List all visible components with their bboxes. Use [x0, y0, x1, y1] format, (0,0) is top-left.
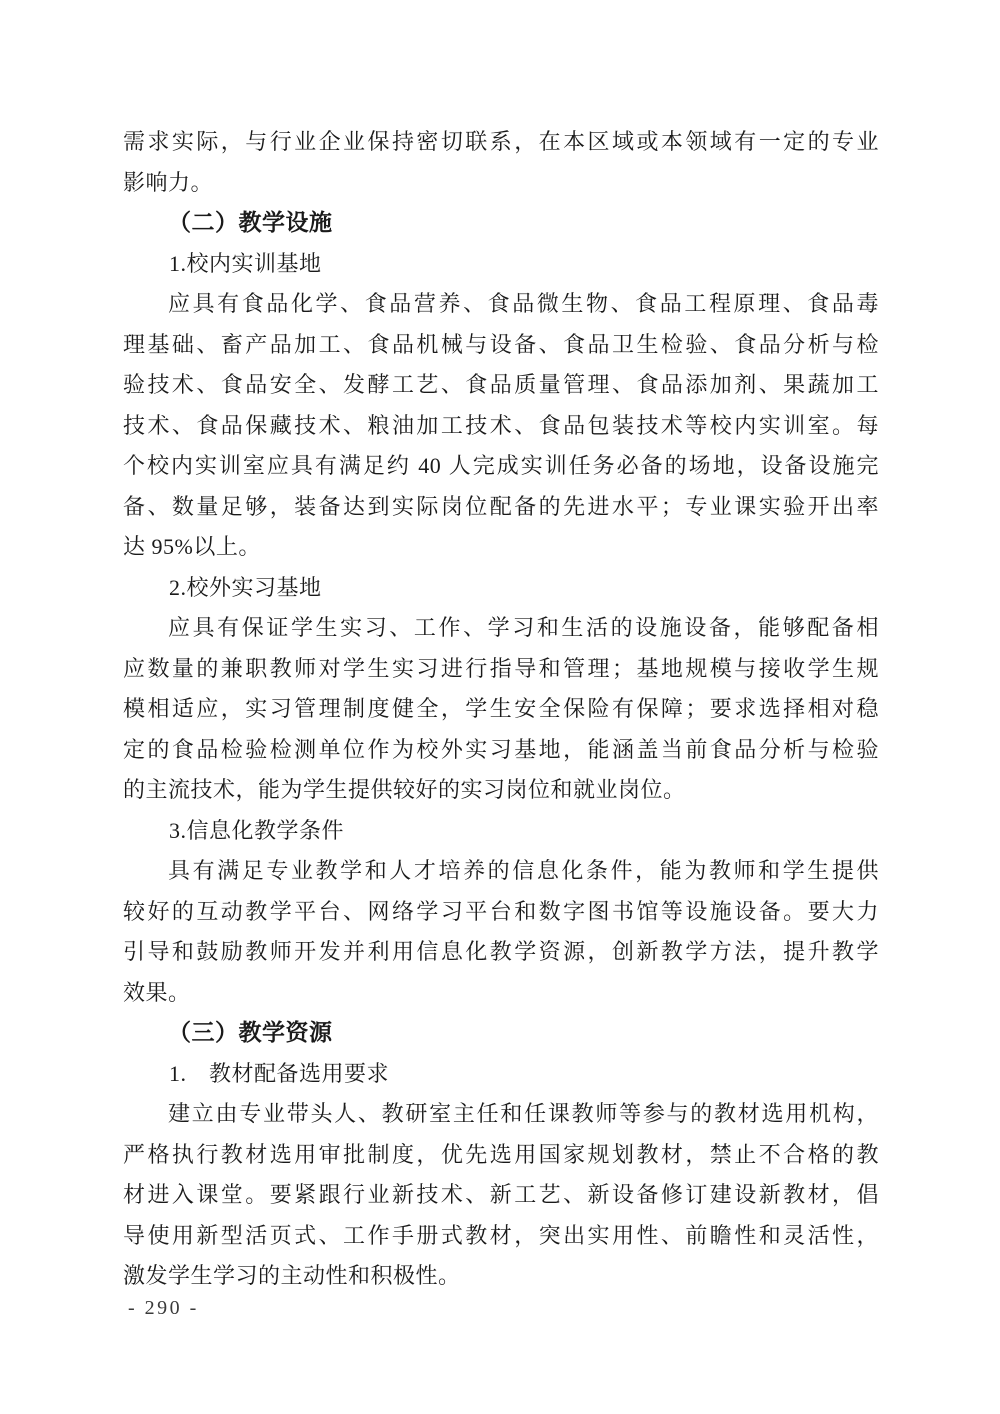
- text-line: 严格执行教材选用审批制度，优先选用国家规划教材，禁止不合格的教: [123, 1141, 879, 1167]
- text-line: 备、数量足够，装备达到实际岗位配备的先进水平；专业课实验开出率: [123, 493, 879, 519]
- paragraph: [123, 851, 879, 1013]
- sub-heading: 1.校内实训基地: [169, 250, 322, 276]
- text-line: 应具有保证学生实习、工作、学习和生活的设施设备，能够配备相: [168, 615, 879, 640]
- text-line: 引导和鼓励教师开发并利用信息化教学资源，创新教学方法，提升教学: [123, 939, 879, 964]
- text-line: 具有满足专业教学和人才培养的信息化条件，能为教师和学生提供: [168, 858, 879, 883]
- text-line: 应数量的兼职教师对学生实习进行指导和管理；基地规模与接收学生规: [123, 655, 879, 681]
- text-line: 需求实际，与行业企业保持密切联系，在本区域或本领域有一定的专业: [123, 129, 879, 154]
- text-line: 影响力。: [123, 169, 214, 195]
- document-body: [123, 122, 879, 1297]
- text-line: 效果。: [123, 979, 191, 1005]
- text-line: 理基础、畜产品加工、食品机械与设备、食品卫生检验、食品分析与检: [123, 331, 879, 357]
- text-line: 个校内实训室应具有满足约 40 人完成实训任务必备的场地，设备设施完: [123, 453, 879, 478]
- text-line: 导使用新型活页式、工作手册式教材，突出实用性、前瞻性和灵活性，: [123, 1222, 879, 1248]
- paragraph: [123, 122, 879, 203]
- sub-heading: 2.校外实习基地: [169, 574, 322, 600]
- text-line: 材进入课堂。要紧跟行业新技术、新工艺、新设备修订建设新教材，倡: [123, 1182, 879, 1207]
- sub-heading: 3.信息化教学条件: [169, 817, 345, 843]
- text-line: 应具有食品化学、食品营养、食品微生物、食品工程原理、食品毒: [168, 291, 879, 316]
- text-line: 建立由专业带头人、教研室主任和任课教师等参与的教材选用机构，: [168, 1101, 879, 1126]
- text-line: 较好的互动教学平台、网络学习平台和数字图书馆等设施设备。要大力: [123, 898, 879, 924]
- paragraph: [123, 1094, 879, 1297]
- paragraph: [123, 284, 879, 568]
- text-line: 达 95%以上。: [123, 534, 261, 559]
- paragraph: [123, 608, 879, 811]
- text-line: 验技术、食品安全、发酵工艺、食品质量管理、食品添加剂、果蔬加工: [123, 372, 879, 397]
- text-line: 模相适应，实习管理制度健全，学生安全保险有保障；要求选择相对稳: [123, 696, 879, 721]
- text-line: 技术、食品保藏技术、粮油加工技术、食品包装技术等校内实训室。每: [123, 412, 879, 438]
- text-line: 定的食品检验检测单位作为校外实习基地，能涵盖当前食品分析与检验: [123, 736, 879, 762]
- section-heading: （三）教学资源: [168, 1020, 333, 1045]
- sub-heading: 1. 教材配备选用要求: [169, 1060, 390, 1086]
- text-line: 的主流技术，能为学生提供较好的实习岗位和就业岗位。: [123, 777, 686, 802]
- page-number: - 290 -: [128, 1297, 199, 1319]
- section-heading: （二）教学设施: [168, 210, 333, 235]
- text-line: 激发学生学习的主动性和积极性。: [123, 1263, 461, 1288]
